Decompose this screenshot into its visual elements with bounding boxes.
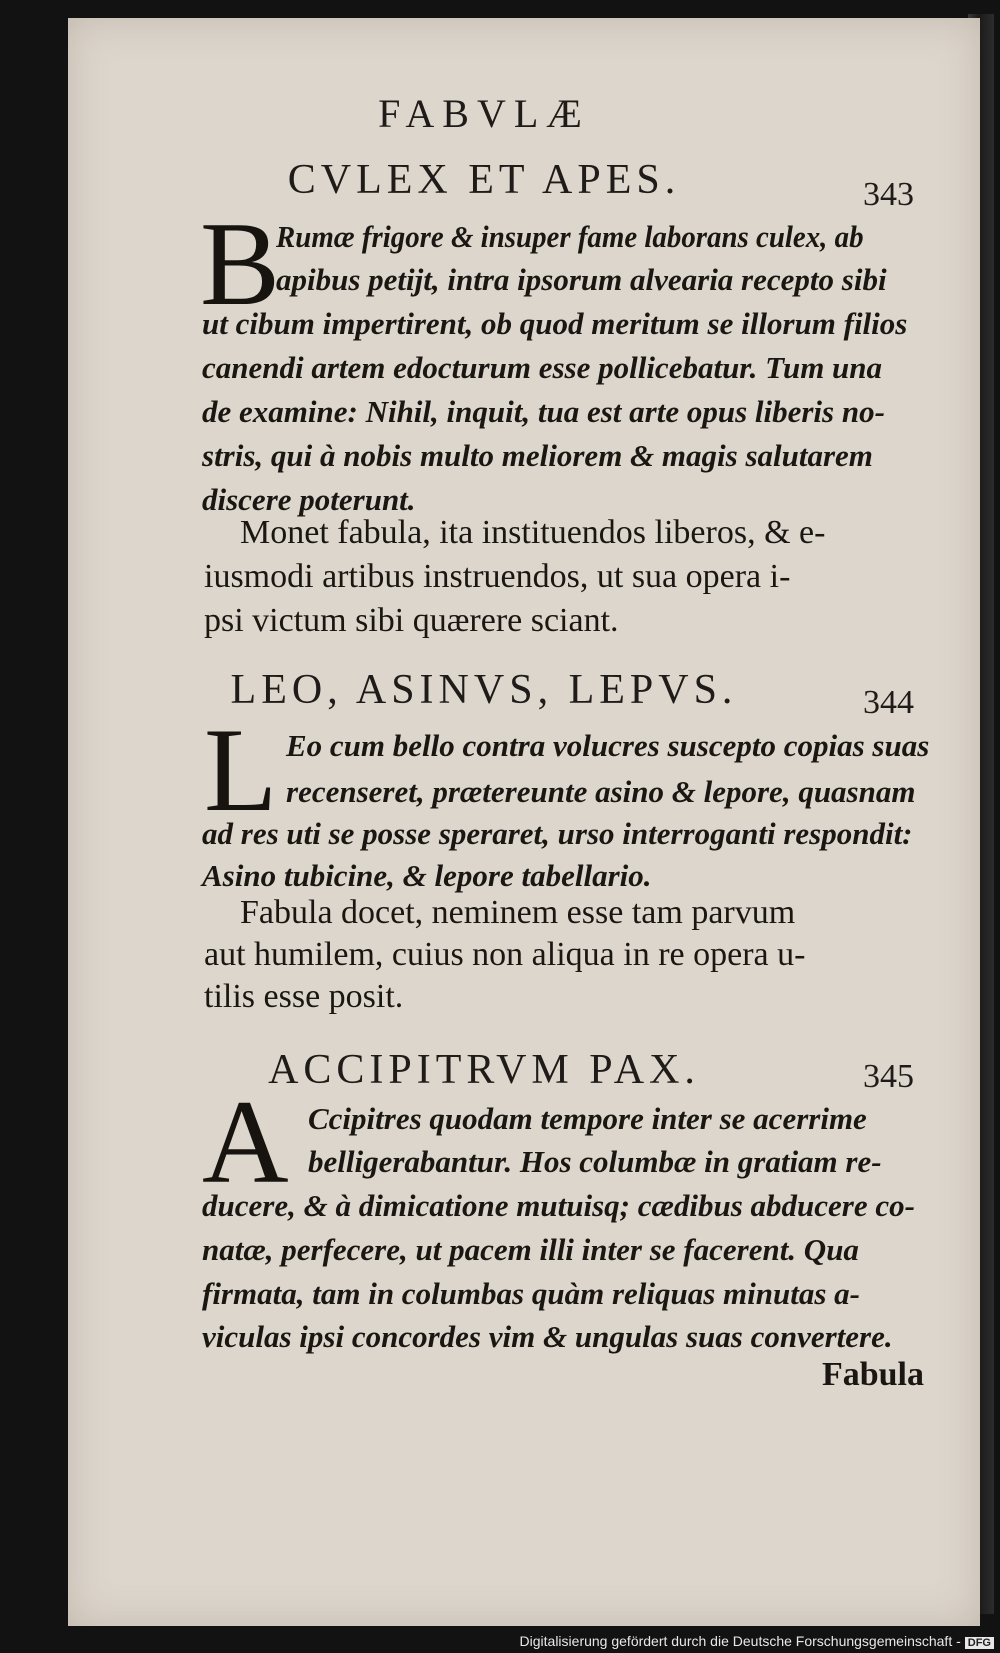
text-line: Eo cum bello contra volucres suscepto copias suas [286,728,930,763]
text-line: Asino tubicine, & lepore tabellario. [202,858,652,893]
drop-cap-l: L [204,703,278,836]
digitization-credit [520,1633,994,1649]
text-line: canendi artem edocturum esse pollicebatur. Tum una [202,350,883,385]
text-line: recenseret, prætereunte asino & lepore, quasnam [286,774,916,809]
fable-number-343: 343 [863,176,914,213]
running-title: FABVLÆ [378,91,590,136]
moral-line: Fabula docet, neminem esse tam parvum [240,894,796,931]
text-line: ducere, & à dimicatione mutuisq; cædibus abducere co- [202,1188,915,1223]
moral-line: Monet fabula, ita instituendos liberos, & e- [240,514,826,551]
moral-line: iusmodi artibus instruendos, ut sua opera i- [204,558,791,595]
moral-line: psi victum sibi quærere sciant. [204,602,619,639]
text-line: belligerabantur. Hos columbæ in gratiam re- [308,1144,882,1179]
moral-line: tilis esse posit. [204,978,404,1015]
drop-cap-b: B [200,197,281,330]
text-line: firmata, tam in columbas quàm reliquas minutas a- [202,1276,861,1311]
text-line: stris, qui à nobis multo meliorem & magis salutarem [202,438,873,473]
text-line: Ccipitres quodam tempore inter se acerrime [308,1101,867,1136]
drop-cap-a: A [202,1075,289,1208]
book-page [68,18,980,1626]
text-line: natæ, perfecere, ut pacem illi inter se facerent. Qua [202,1232,859,1267]
text-line: viculas ipsi concordes vim & ungulas suas convertere. [202,1319,893,1354]
text-line: ut cibum impertirent, ob quod meritum se illorum filios [202,306,908,341]
fable-number-345: 345 [863,1058,914,1095]
text-line: discere poterunt. [202,482,416,517]
fable-title-344: LEO, ASINVS, LEPVS. [230,667,738,713]
text-line: apibus petijt, intra ipsorum alvearia recepto sibi [276,262,887,297]
fable-title-343: CVLEX ET APES. [287,157,681,203]
catchword: Fabula [821,1356,924,1393]
dfg-logo: DFG [965,1637,994,1649]
credit-text: Digitalisierung gefördert durch die Deutsche Forschungsgemeinschaft - [519,1633,961,1649]
moral-line: aut humilem, cuius non aliqua in re opera u- [204,936,806,973]
fable-number-344: 344 [863,684,914,721]
text-line: ad res uti se posse speraret, urso interroganti respondit: [202,816,913,851]
text-line: Rumæ frigore & insuper fame laborans culex, ab [276,219,864,254]
text-line: de examine: Nihil, inquit, tua est arte opus liberis no- [202,394,885,429]
fable-title-345: ACCIPITRVM PAX. [268,1047,700,1093]
